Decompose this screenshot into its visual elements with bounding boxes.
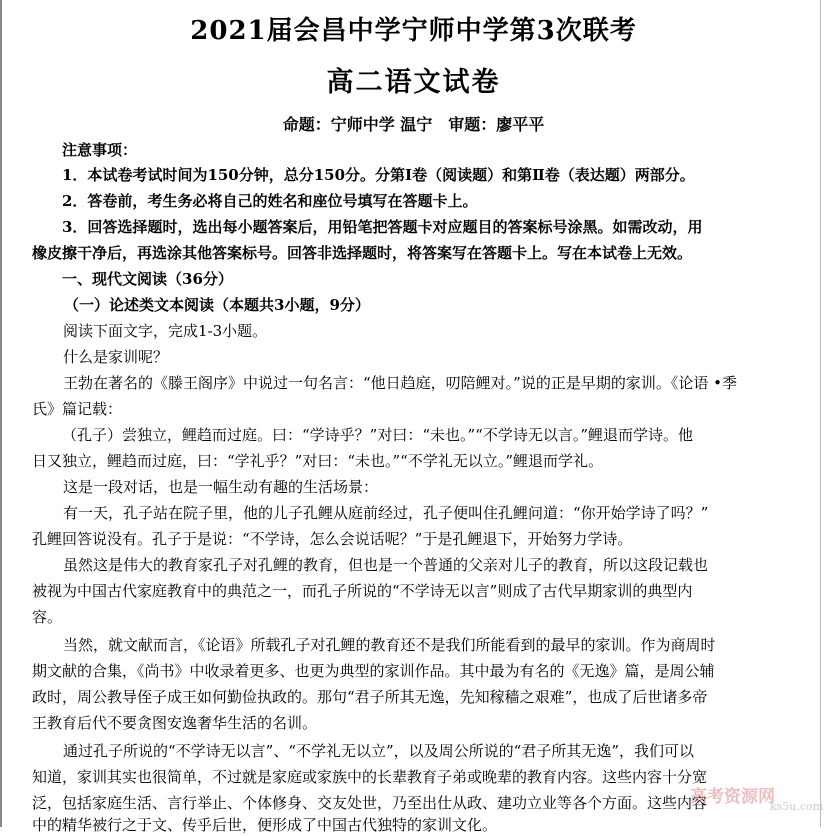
- notes-heading: 注意事项：: [62, 141, 138, 159]
- body-line: 有一天，孔子站在院子里，他的儿子孔鲤从庭前经过，孔子便叫住孔鲤问道：“你开始学诗了吗？”: [48, 504, 709, 522]
- watermark-logo: 高考资源网: [690, 787, 775, 807]
- notes-item-3-cont: 橡皮擦干净后，再选涂其他答案标号。回答非选择题时，将答案写在答题卡上。写在本试卷上无效。: [32, 244, 693, 262]
- body-line: 当然，就文献而言，《论语》所载孔子对孔鲤的教育还不是我们所能看到的最早的家训。作为商周时: [48, 636, 716, 654]
- paper-title: 高二语文试卷: [326, 67, 501, 98]
- subsection-heading: （一）论述类文本阅读（本题共3小题，9分）: [64, 296, 370, 314]
- body-line: 王勃在著名的《滕王阁序》中说过一句名言：“他日趋庭，叨陪鲤对。”说的正是早期的家训。《论语 •季: [48, 374, 737, 392]
- body-line: 政时，周公教导侄子成王如何勤俭执政的。那句“君子所其无逸，先知稼穑之艰难”，也成了后世诸多帝: [32, 688, 708, 706]
- exam-title: 2021届会昌中学宁师中学第3次联考: [190, 16, 637, 46]
- body-line: 氏》篇记载：: [32, 400, 123, 418]
- body-line: 容。: [32, 608, 63, 626]
- authors-line: 命题：宁师中学 温宁 审题：廖平平: [282, 115, 545, 134]
- body-line: 什么是家训呢？: [48, 348, 169, 366]
- body-line: 王教育后代不要贪图安逸奢华生活的名训。: [32, 714, 318, 732]
- notes-item-1: 1．本试卷考试时间为150分钟，总分150分。分第Ⅰ卷（阅读题）和第Ⅱ卷（表达题）两部分。: [62, 166, 695, 184]
- body-line: 日又独立，鲤趋而过庭，曰：“学礼乎？”对曰：“未也。”“不学礼无以立。”鲤退而学礼。: [32, 452, 604, 470]
- body-line: 知道，家训其实也很简单，不过就是家庭或家族中的长辈教育子弟或晚辈的教育内容。这些内容十分宽: [32, 768, 708, 786]
- body-line: 期文献的合集，《尚书》中收录着更多、也更为典型的家训作品。其中最为有名的《无逸》篇，是周公辅: [32, 662, 715, 680]
- body-line: 中的精华被行之于文、传乎后世，便形成了中国古代独特的家训文化。: [32, 816, 498, 834]
- body-line: 泛，包括家庭生活、言行举止、个体修身、交友处世，乃至出仕从政、建功立业等各个方面。这些内容: [32, 794, 708, 812]
- body-line: 这是一段对话，也是一幅生动有趣的生活场景：: [48, 478, 379, 496]
- body-line: 通过孔子所说的“不学诗无以言”、“不学礼无以立”，以及周公所说的“君子所其无逸”，我们可以: [48, 742, 695, 760]
- notes-item-3: 3．回答选择题时，选出每小题答案后，用铅笔把答题卡对应题目的答案标号涂黑。如需改动，用: [62, 218, 703, 236]
- body-line: （孔子）尝独立，鲤趋而过庭。曰：“学诗乎？”对曰：“未也。”“不学诗无以言。”鲤退而学诗。他: [62, 426, 694, 444]
- watermark-domain: ks5u.com: [770, 800, 824, 813]
- notes-item-2: 2．答卷前，考生务必将自己的姓名和座位号填写在答题卡上。: [62, 192, 478, 210]
- section-heading: 一、现代文阅读（36分）: [62, 270, 233, 288]
- body-line: 虽然这是伟大的教育家孔子对孔鲤的教育，但也是一个普通的父亲对儿子的教育，所以这段记载也: [48, 556, 709, 574]
- body-line: 阅读下面文字，完成1-3小题。: [48, 322, 268, 340]
- body-line: 被视为中国古代家庭教育中的典范之一，而孔子所说的“不学诗无以言”则成了古代早期家训的典型内: [32, 582, 693, 600]
- body-line: 孔鲤回答说没有。孔子于是说：“不学诗，怎么会说话呢？”于是孔鲤退下，开始努力学诗。: [32, 530, 633, 548]
